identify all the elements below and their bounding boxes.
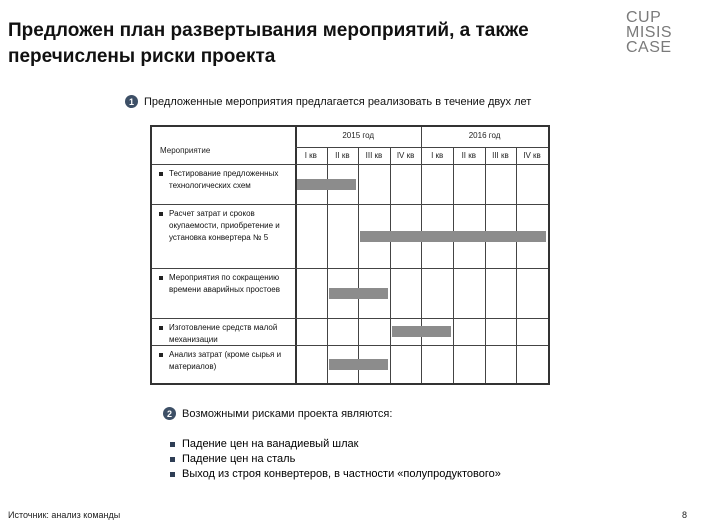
section-1-heading	[125, 95, 531, 108]
gantt-bar	[297, 179, 356, 190]
quarter-header: IV кв	[396, 151, 415, 160]
section-2-text: Возможными рисками проекта являются:	[182, 407, 393, 420]
gantt-bar	[392, 326, 451, 337]
task-label: Изготовление средств малой механизации	[158, 322, 293, 346]
grid-header-divider	[152, 164, 548, 165]
activity-column-header: Мероприятие	[160, 146, 211, 155]
quarter-header: IV кв	[523, 151, 541, 160]
task-label: Мероприятия по сокращению времени аварийных простоев	[158, 272, 293, 296]
grid-vline	[485, 148, 486, 383]
year-header: 2015 год	[342, 131, 375, 140]
risk-item: Выход из строя конвертеров, в частности «полупродуктового»	[168, 467, 501, 482]
gantt-chart	[150, 125, 550, 385]
brand-logo	[626, 10, 696, 55]
logo-line-3: CASE	[626, 39, 672, 56]
grid-vline	[516, 148, 517, 383]
gantt-bar	[329, 288, 388, 299]
task-label: Анализ затрат (кроме сырья и материалов)	[158, 349, 293, 373]
task-label: Расчет затрат и сроков окупаемости, приобретение и установка конвертера № 5	[158, 208, 293, 244]
quarter-header: I кв	[431, 151, 444, 160]
number-badge-2: 2	[163, 407, 176, 420]
risk-list	[168, 437, 501, 482]
quarter-header: I кв	[304, 151, 317, 160]
quarter-header: II кв	[335, 151, 350, 160]
section-2-heading	[163, 407, 392, 420]
risk-item: Падение цен на сталь	[168, 452, 501, 467]
page-title: Предложен план развертывания мероприятий, а также перечислены риски проекта	[8, 20, 529, 67]
gantt-bar	[360, 231, 546, 242]
quarter-header: II кв	[461, 151, 476, 160]
grid-year-divider	[295, 147, 548, 148]
logo-line-1: CUP	[626, 9, 662, 26]
grid-row-divider	[152, 268, 548, 269]
logo-line-2: MISIS	[626, 24, 673, 41]
number-badge-1: 1	[125, 95, 138, 108]
source-note: Источник: анализ команды	[8, 510, 121, 520]
quarter-header: III кв	[365, 151, 383, 160]
quarter-header: III кв	[492, 151, 509, 160]
grid-vline	[390, 148, 391, 383]
page-number: 8	[682, 510, 688, 520]
section-1-text: Предложенные мероприятия предлагается реализовать в течение двух лет	[144, 95, 532, 108]
grid-row-divider	[152, 204, 548, 205]
task-label: Тестирование предложенных технологических схем	[158, 168, 293, 192]
grid-vline	[453, 148, 454, 383]
year-header: 2016 год	[468, 131, 501, 140]
grid-vline	[358, 148, 359, 383]
risk-item: Падение цен на ванадиевый шлак	[168, 437, 501, 452]
gantt-bar	[329, 359, 388, 370]
grid-row-divider	[152, 318, 548, 319]
